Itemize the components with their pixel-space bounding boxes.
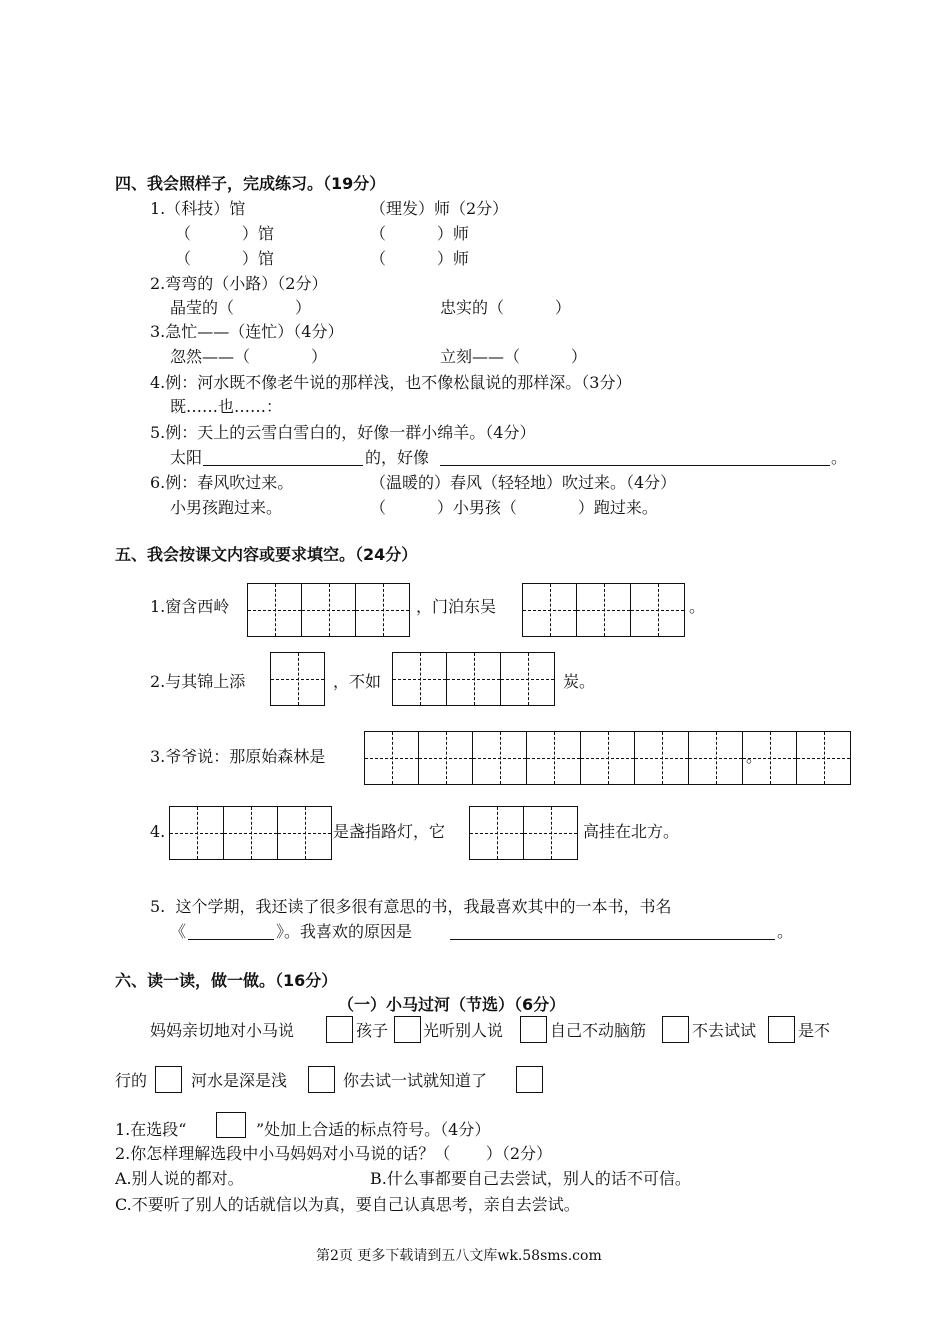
option-c[interactable]: C.不要听了别人的话就信以为真，要自己认真思考，亲自去尝试。 xyxy=(115,1195,580,1214)
s5-q4-text-c: 高挂在北方。 xyxy=(583,822,680,841)
s5-q2-grid-b[interactable] xyxy=(392,652,555,706)
punctuation-box[interactable] xyxy=(308,1066,335,1093)
s4-q6: 6.例：春风吹过来。 xyxy=(150,473,294,492)
s5-q5-reason-line[interactable] xyxy=(450,939,775,940)
s4-q6-prompt: 小男孩跑过来。 xyxy=(170,498,283,517)
s4-q5-part-a: 太阳 xyxy=(170,448,203,467)
passage-text: 妈妈亲切地对小马说 xyxy=(150,1021,295,1040)
s4-q5-answer-line[interactable] xyxy=(440,465,830,466)
s5-q5: 5. 这个学期，我还读了很多很有意思的书，我最喜欢其中的一本书，书名 xyxy=(150,897,672,916)
punctuation-box[interactable] xyxy=(520,1016,547,1043)
punctuation-box[interactable] xyxy=(662,1016,689,1043)
s4-q1-blank[interactable]: （ ）馆 xyxy=(175,224,274,243)
s5-q4-grid-b[interactable] xyxy=(469,806,578,860)
s6-q2: 2.你怎样理解选段中小马妈妈对小马说的话？（ ）（2分） xyxy=(115,1144,553,1163)
s5-q4-text-a: 4. xyxy=(150,822,166,841)
s5-q3-text-a: 3.爷爷说：那原始森林是 xyxy=(150,747,326,766)
s4-q6-blank[interactable]: （ ）小男孩（ ）跑过来。 xyxy=(370,498,658,517)
passage-title: （一）小马过河（节选）（6分） xyxy=(338,995,566,1014)
section-4-heading: 四、我会照样子，完成练习。（19分） xyxy=(115,174,386,193)
s5-q1-grid-a[interactable] xyxy=(247,583,410,637)
passage-text: 是不 xyxy=(798,1021,831,1040)
s5-q1-text-a: 1.窗含西岭 xyxy=(150,597,230,616)
s5-q5-part-c: 。 xyxy=(777,922,794,941)
s5-q3-text-b: 。 xyxy=(746,747,763,766)
s5-q2-grid-a[interactable] xyxy=(270,652,325,706)
section-5-heading: 五、我会按课文内容或要求填空。（24分） xyxy=(115,545,418,564)
s4-q2: 2.弯弯的（小路）（2分） xyxy=(150,274,328,293)
s4-q2-blank-b[interactable]: 忠实的（ ） xyxy=(440,298,571,317)
s4-q3-blank-b[interactable]: 立刻——（ ） xyxy=(440,347,587,366)
s4-q4-prompt: 既……也……： xyxy=(170,397,283,416)
s4-q2-blank-a[interactable]: 晶莹的（ ） xyxy=(170,298,312,317)
s4-q5-part-c: 。 xyxy=(831,448,848,467)
s4-q1-blank[interactable]: （ ）馆 xyxy=(175,249,274,268)
option-b[interactable]: B.什么事都要自己去尝试，别人的话不可信。 xyxy=(370,1169,691,1188)
s6-q1-text-b: ”处加上合适的标点符号。（4分） xyxy=(256,1120,491,1139)
s5-q1-text-b: ，门泊东吴 xyxy=(416,597,497,616)
s4-q3-blank-a[interactable]: 忽然——（ ） xyxy=(170,347,328,366)
punctuation-box[interactable] xyxy=(768,1016,795,1043)
s4-q5-answer-line[interactable] xyxy=(203,465,363,466)
s5-q5-book-line[interactable] xyxy=(188,939,274,940)
s4-q1-blank[interactable]: （ ）师 xyxy=(370,249,469,268)
passage-text: 孩子 xyxy=(356,1021,389,1040)
s5-q2-text-c: 炭。 xyxy=(563,672,596,691)
s4-q1-example-b: （理发）师（2分） xyxy=(370,199,509,218)
s5-q4-grid-a[interactable] xyxy=(169,806,332,860)
section-6-heading: 六、读一读，做一做。（16分） xyxy=(115,971,338,990)
s4-q5: 5.例：天上的云雪白雪白的，好像一群小绵羊。（4分） xyxy=(150,423,536,442)
s5-q3-grid[interactable] xyxy=(364,731,851,785)
s4-q4: 4.例：河水既不像老牛说的那样浅，也不像松鼠说的那样深。（3分） xyxy=(150,373,632,392)
passage-text: 河水是深是浅 xyxy=(191,1071,288,1090)
s4-q5-part-b: 的，好像 xyxy=(365,448,430,467)
s5-q2-text-b: ，不如 xyxy=(333,672,382,691)
passage-text: 光听别人说 xyxy=(423,1021,504,1040)
page-footer: 第2页 更多下载请到五八文库wk.58sms.com xyxy=(316,1248,602,1264)
s5-q4-text-b: 是盏指路灯，它 xyxy=(333,822,446,841)
s5-q1-grid-b[interactable] xyxy=(522,583,685,637)
s4-q1-blank[interactable]: （ ）师 xyxy=(370,224,469,243)
punctuation-box[interactable] xyxy=(516,1066,543,1093)
passage-text: 自己不动脑筋 xyxy=(550,1021,647,1040)
s5-q5-part-a: 《 xyxy=(170,922,187,941)
s4-q6-example: （温暖的）春风（轻轻地）吹过来。（4分） xyxy=(370,473,677,492)
s6-q1-text-a: 1.在选段“ xyxy=(115,1120,187,1139)
s5-q5-part-b: 》。我喜欢的原因是 xyxy=(276,922,413,941)
punctuation-box[interactable] xyxy=(326,1016,353,1043)
option-a[interactable]: A.别人说的都对。 xyxy=(115,1169,244,1188)
s5-q2-text-a: 2.与其锦上添 xyxy=(150,672,246,691)
s4-q3: 3.急忙——（连忙）（4分） xyxy=(150,322,344,341)
punctuation-box-sample xyxy=(216,1112,246,1138)
s5-q1-text-c: 。 xyxy=(689,597,706,616)
s4-q1-example-a: 1.（科技）馆 xyxy=(150,199,246,218)
punctuation-box[interactable] xyxy=(155,1066,182,1093)
passage-text: 不去试试 xyxy=(692,1021,757,1040)
punctuation-box[interactable] xyxy=(394,1016,421,1043)
passage-text: 行的 xyxy=(115,1071,148,1090)
passage-text: 你去试一试就知道了 xyxy=(343,1071,488,1090)
